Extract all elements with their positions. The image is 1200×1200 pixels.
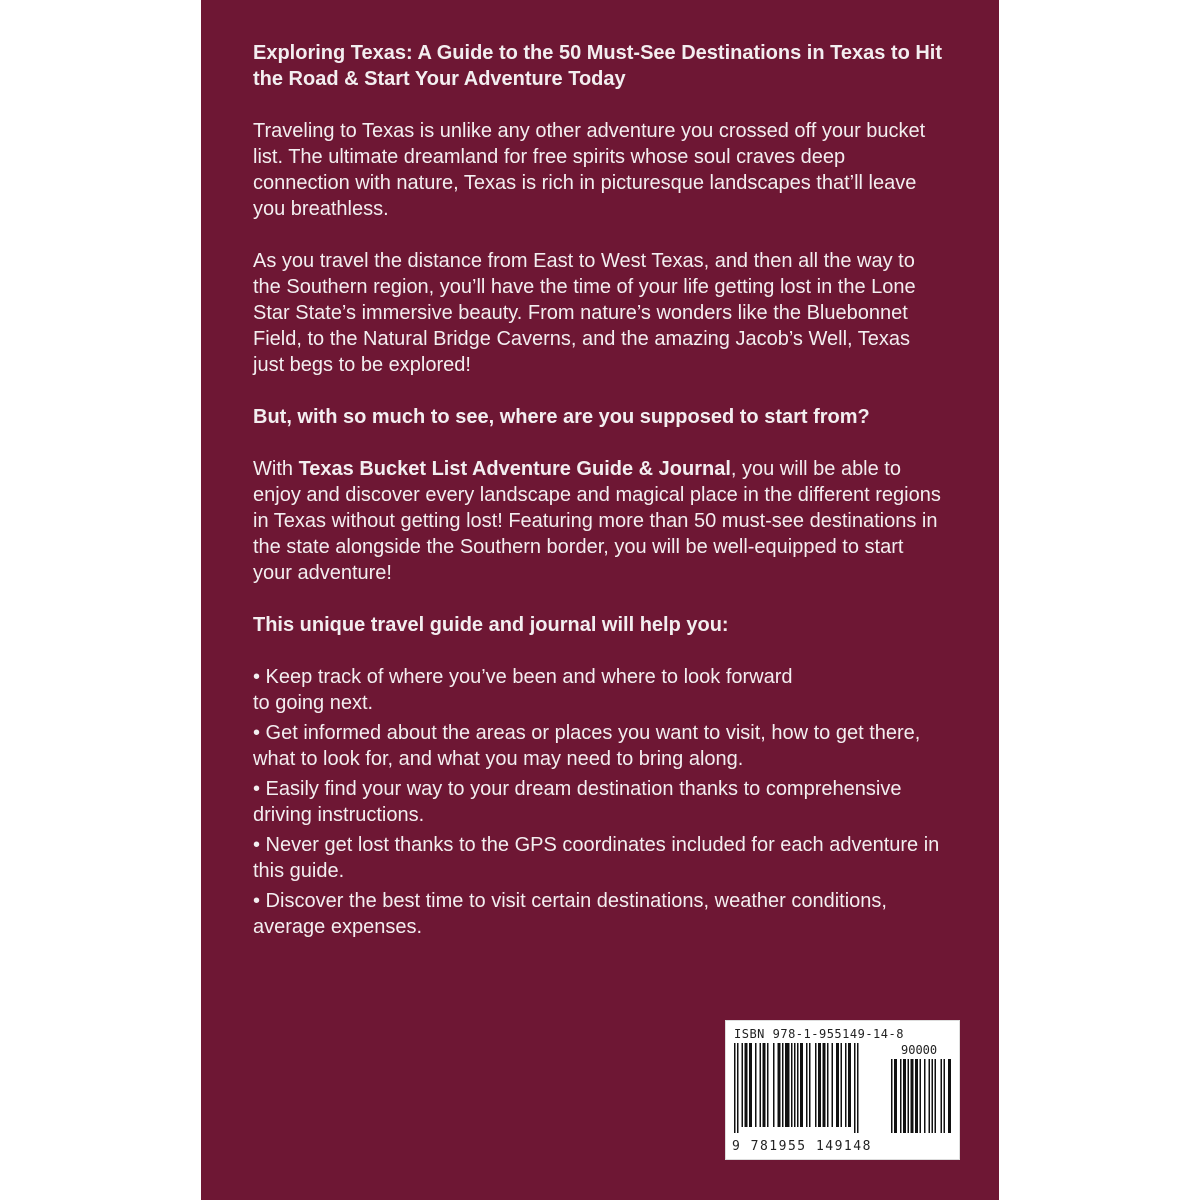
guide-paragraph-lead: With xyxy=(253,458,299,480)
guide-title-bold: Texas Bucket List Adventure Guide & Journal xyxy=(298,458,731,480)
intro-paragraph: Traveling to Texas is unlike any other adventure you crossed off your bucket list. The ultimate dreamland for free spirits whose soul craves deep connection with nature, Texas is rich in picturesque landscapes that’ll leave you breathless. xyxy=(253,120,926,220)
guide-paragraph xyxy=(253,456,943,586)
list-item: • Discover the best time to visit certain destinations, weather conditions, average expenses. xyxy=(253,890,887,938)
isbn-barcode xyxy=(725,1020,960,1160)
barcode-bars-icon xyxy=(734,1043,889,1139)
benefits-list xyxy=(253,664,943,940)
isbn-text: ISBN 978-1-955149-14-8 xyxy=(734,1027,904,1041)
regions-paragraph: As you travel the distance from East to West Texas, and then all the way to the Southern region, you’ll have the time of your life getting lost in the Lone Star State’s immersive beauty. From nature’s wonders like the Bluebonnet Field, to the Natural Bridge Caverns, and the amazing Jacob’s Well, Texas just begs to be explored! xyxy=(253,250,916,376)
book-title: Exploring Texas: A Guide to the 50 Must-See Destinations in Texas to Hit the Road & Start Your Adventure Today xyxy=(253,42,943,90)
blurb-text xyxy=(253,40,943,944)
list-item: • Keep track of where you’ve been and where to look forward to going next. xyxy=(253,666,793,714)
list-heading: This unique travel guide and journal will help you: xyxy=(253,614,729,636)
question-heading: But, with so much to see, where are you supposed to start from? xyxy=(253,406,870,428)
list-item: • Never get lost thanks to the GPS coordinates included for each adventure in this guide. xyxy=(253,834,940,882)
back-cover xyxy=(201,0,999,1200)
price-barcode-bars-icon xyxy=(891,1059,951,1139)
list-item: • Get informed about the areas or places you want to visit, how to get there, what to look for, and what you may need to bring along. xyxy=(253,722,921,770)
price-code: 90000 xyxy=(901,1043,938,1057)
list-item: • Easily find your way to your dream destination thanks to comprehensive driving instructions. xyxy=(253,778,902,826)
guide-paragraph-rest: , you will be able to enjoy and discover every landscape and magical place in the different regions in Texas without getting lost! Featuring more than 50 must-see destinations in the state alongside the Southern border, you will be well-equipped to start your adventure! xyxy=(253,458,941,584)
ean-digits: 9 781955 149148 xyxy=(732,1139,872,1154)
